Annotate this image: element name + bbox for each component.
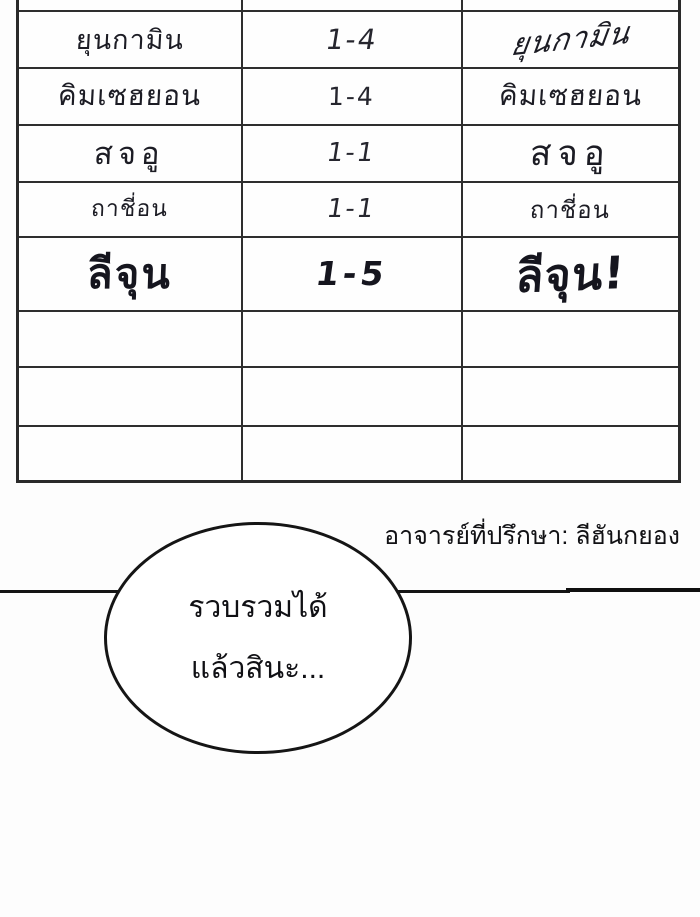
table-row — [18, 125, 680, 182]
member-signature: ลีจุน! — [513, 245, 627, 303]
table-cell-class — [242, 11, 462, 68]
table-cell-name — [18, 237, 242, 311]
table-cell-name — [18, 0, 242, 11]
table-cell-signature — [462, 311, 680, 367]
table-cell-name — [18, 367, 242, 426]
member-name: ยุนกามิน — [74, 24, 185, 56]
table-cell-signature — [462, 367, 680, 426]
class-number: 1-1 — [324, 194, 379, 224]
table-cell-signature — [462, 125, 680, 182]
speech-bubble-text-line1: รวบรวมได้ — [188, 591, 328, 624]
table-row-empty — [18, 426, 680, 482]
member-name: คิมเซฮยอน — [57, 79, 203, 112]
table-row-empty — [18, 311, 680, 367]
table-cell-name — [18, 426, 242, 482]
class-number: 1-1 — [324, 138, 379, 168]
class-number: 1-4 — [323, 22, 380, 56]
table-cell-signature — [462, 426, 680, 482]
member-name: ลีจุน — [86, 248, 174, 298]
table-cell-class — [242, 311, 462, 367]
member-name: สจอู — [93, 136, 166, 172]
speech-bubble — [104, 522, 412, 754]
table-cell-signature — [462, 0, 680, 11]
table-cell-name — [18, 68, 242, 125]
table-row — [18, 0, 680, 11]
table-cell-class — [242, 0, 462, 11]
table-cell-signature — [462, 11, 680, 68]
table-row — [18, 11, 680, 68]
table-cell-name — [18, 11, 242, 68]
table-cell-name — [18, 311, 242, 367]
member-signature: สจอู — [528, 133, 612, 174]
speech-bubble-text-line2: แล้วสินะ... — [190, 652, 326, 685]
member-signature: คิมเซฮยอน — [497, 79, 644, 112]
table-cell-signature — [462, 182, 680, 237]
class-number: 1-5 — [312, 254, 391, 293]
table-cell-class — [242, 125, 462, 182]
table-cell-name — [18, 182, 242, 237]
table-row-empty — [18, 367, 680, 426]
table-cell-class — [242, 182, 462, 237]
table-cell-class — [242, 426, 462, 482]
table-row — [18, 182, 680, 237]
advisor-caption: อาจารย์ที่ปรึกษา: ลีฮันกยอง — [384, 522, 680, 550]
table-cell-signature — [462, 237, 680, 311]
table-cell-signature — [462, 68, 680, 125]
member-signature: ยุนกามิน — [508, 14, 633, 64]
table-row-emphasized — [18, 237, 680, 311]
table-cell-class — [242, 237, 462, 311]
table-row — [18, 68, 680, 125]
member-name: ถาชี่อน — [90, 196, 169, 222]
signup-table — [16, 0, 681, 483]
table-cell-class — [242, 68, 462, 125]
member-signature: ถาชี่อน — [529, 195, 612, 224]
panel-border-line-right — [566, 588, 700, 592]
class-number: 1-4 — [327, 81, 376, 111]
table-cell-class — [242, 367, 462, 426]
table-cell-name — [18, 125, 242, 182]
